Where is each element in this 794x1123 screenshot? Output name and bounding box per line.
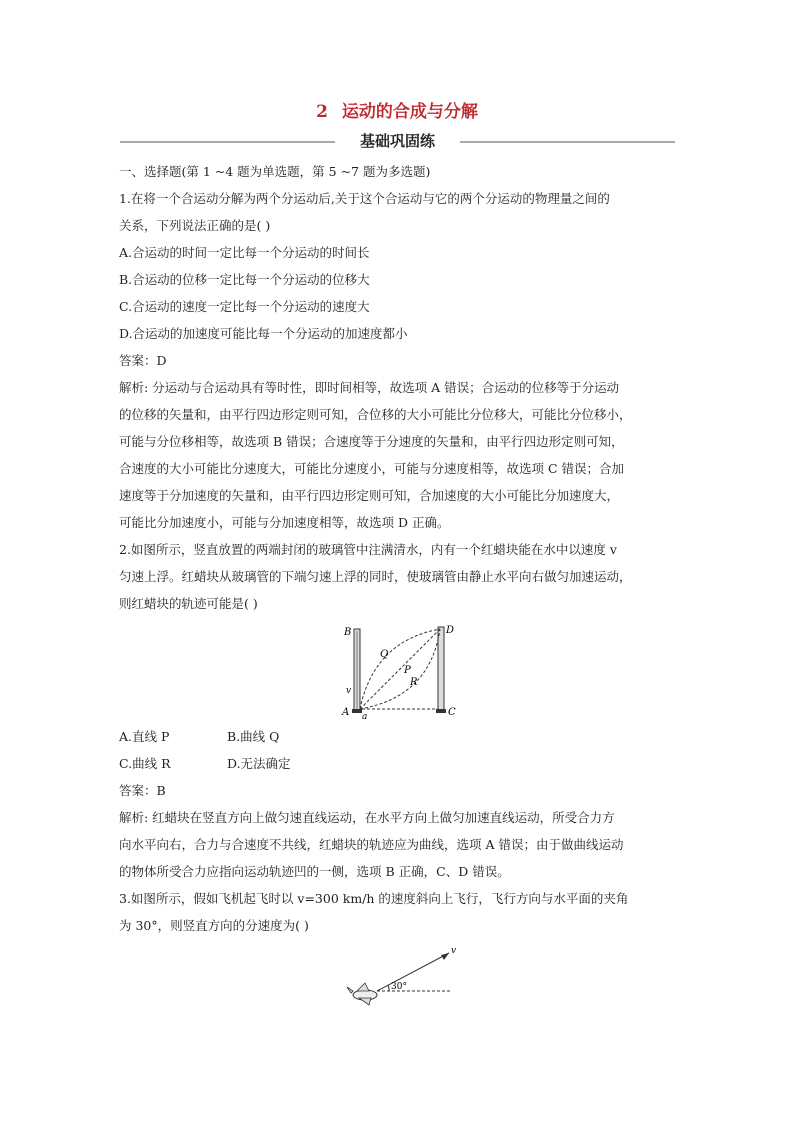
label-q: Q <box>380 649 389 660</box>
q2-option-b: B.曲线 Q <box>227 729 280 744</box>
label-r: R <box>410 677 418 688</box>
chapter-title-text: 运动的合成与分解 <box>341 102 478 122</box>
q1-option-c: C.合运动的速度一定比每一个分运动的速度大 <box>119 299 370 314</box>
q1-stem-line2: 关系，下列说法正确的是( ) <box>119 218 271 233</box>
label-v: v <box>346 686 352 696</box>
q1-answer: 答案：D <box>119 353 167 368</box>
left-tube-base <box>352 709 362 713</box>
right-tube <box>438 627 444 711</box>
q1-option-b: B.合运动的位移一定比每一个分运动的位移大 <box>119 272 370 287</box>
q2-stem-line2: 匀速上浮。红蜡块从玻璃管的下端匀速上浮的同时，使玻璃管由静止水平向右做匀加速运动， <box>119 569 632 584</box>
q2-option-d: D.无法确定 <box>227 756 291 771</box>
q2-explanation-line2: 向水平向右，合力与合速度不共线，红蜡块的轨迹应为曲线，选项 A 错误；由于做曲线运动 <box>119 837 624 852</box>
q1-explanation-line2: 的位移的矢量和，由平行四边形定则可知，合位移的大小可能比分位移大，可能比分位移小， <box>119 407 632 422</box>
page-content <box>119 158 679 1015</box>
q3-stem-line2: 为 30°，则竖直方向的分速度为( ) <box>119 918 309 933</box>
part-heading: 一、选择题(第 1 ~4 题为单选题，第 5 ~7 题为多选题) <box>119 164 431 179</box>
q2-option-c: C.曲线 R <box>119 756 171 771</box>
q2-options-row2 <box>119 750 679 777</box>
q1-explanation-line5: 速度等于分加速度的矢量和，由平行四边形定则可知，合加速度的大小可能比分加速度大， <box>119 488 620 503</box>
q2-answer: 答案：B <box>119 783 166 798</box>
label-a-small: a <box>362 712 368 721</box>
velocity-label: v <box>451 946 457 956</box>
label-a: A <box>342 707 350 718</box>
q1-explanation-line6: 可能比分加速度小，可能与分加速度相等，故选项 D 正确。 <box>119 515 450 530</box>
q1-explanation-line4: 合速度的大小可能比分速度大，可能比分速度小，可能与分速度相等，故选项 C 错误；合加 <box>119 461 625 476</box>
q2-options-row1 <box>119 723 679 750</box>
q2-option-a: A.直线 P <box>119 729 170 744</box>
section-title: 基础巩固练 <box>359 132 435 150</box>
label-p: P <box>404 665 411 676</box>
label-d: D <box>446 625 455 636</box>
chapter-number: 2 <box>316 102 328 122</box>
airplane-icon <box>347 983 377 1005</box>
q3-stem-line1: 3.如图所示，假如飞机起飞时以 v=300 km/h 的速度斜向上飞行，飞行方向与水平面的夹角 <box>119 891 629 906</box>
label-c: C <box>448 707 456 718</box>
q1-explanation-line1: 解析: 分运动与合运动具有等时性，即时间相等，故选项 A 错误；合运动的位移等于分运动 <box>119 380 620 395</box>
label-b: B <box>344 627 352 638</box>
q2-figure <box>334 621 464 721</box>
chapter-title <box>0 97 794 122</box>
section-header <box>120 130 675 154</box>
q1-option-a: A.合运动的时间一定比每一个分运动的时间长 <box>119 245 370 260</box>
q1-option-d: D.合运动的加速度可能比每一个分运动的加速度都小 <box>119 326 408 341</box>
q2-explanation-line3: 的物体所受合力应指向运动轨迹凹的一侧，选项 B 正确，C、D 错误。 <box>119 864 510 879</box>
line-p <box>360 629 440 709</box>
velocity-arrowhead <box>441 953 449 960</box>
q2-stem-line3: 则红蜡块的轨迹可能是( ) <box>119 596 258 611</box>
q1-explanation-line3: 可能与分位移相等，故选项 B 错误；合速度等于分速度的矢量和，由平行四边形定则可知， <box>119 434 624 449</box>
section-rule-right <box>460 141 675 143</box>
angle-label: 30° <box>391 982 407 992</box>
angle-arc <box>388 985 389 991</box>
q1-stem-line1: 1.在将一个合运动分解为两个分运动后,关于这个合运动与它的两个分运动的物理量之间的 <box>119 191 610 206</box>
right-tube-base <box>436 709 446 713</box>
q2-stem-line1: 2.如图所示，竖直放置的两端封闭的玻璃管中注满清水，内有一个红蜡块能在水中以速度 v <box>119 542 617 557</box>
q2-explanation-line1: 解析: 红蜡块在竖直方向上做匀速直线运动，在水平方向上做匀加速直线运动，所受合力方 <box>119 810 615 825</box>
q3-figure <box>339 943 459 1013</box>
